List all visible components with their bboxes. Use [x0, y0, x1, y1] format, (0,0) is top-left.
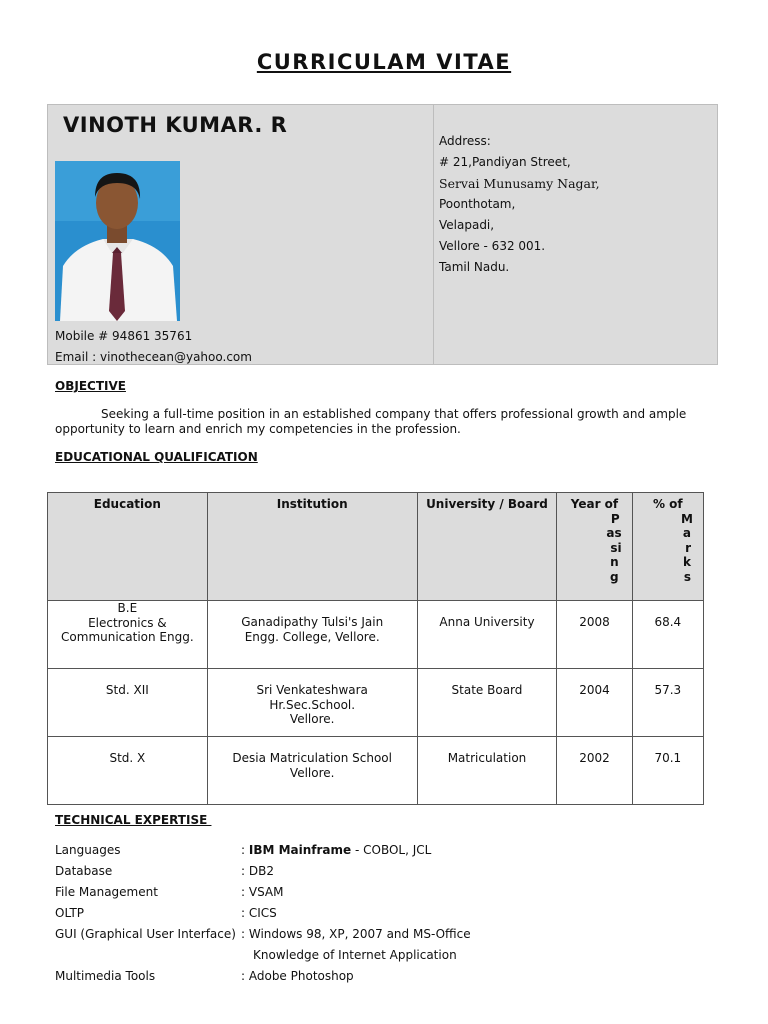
- table-header-row: [48, 493, 704, 601]
- table-row: [48, 601, 704, 669]
- profile-photo: [55, 161, 180, 321]
- col-board: University / Board: [417, 493, 557, 601]
- cell-year: 2008: [557, 601, 632, 669]
- address-line: Address:: [439, 134, 491, 148]
- col-marks: % of M a r k s: [632, 493, 703, 601]
- objective-heading: OBJECTIVE: [55, 379, 126, 393]
- cell-institution: Sri Venkateshwara Hr.Sec.School. Vellore.: [207, 669, 417, 737]
- education-table: [47, 492, 704, 805]
- cell-education: Std. X: [48, 737, 208, 805]
- cell-year: 2004: [557, 669, 632, 737]
- technical-heading: TECHNICAL EXPERTISE: [55, 813, 212, 827]
- address-line: Velapadi,: [439, 218, 495, 232]
- address-line: Poonthotam,: [439, 197, 516, 211]
- cell-board: State Board: [417, 669, 557, 737]
- candidate-name: VINOTH KUMAR. R: [63, 113, 288, 137]
- objective-body: Seeking a full-time position in an established company that offers professional growth and ample opportunity to learn and enrich my competencies in the profession.: [55, 407, 687, 436]
- mobile-number: Mobile # 94861 35761: [55, 329, 193, 343]
- address-line: Tamil Nadu.: [439, 260, 510, 274]
- email-address: Email : vinothecean@yahoo.com: [55, 350, 252, 364]
- header-box: [47, 104, 718, 365]
- cell-year: 2002: [557, 737, 632, 805]
- cell-board: Matriculation: [417, 737, 557, 805]
- header-divider: [433, 105, 434, 364]
- table-row: [48, 737, 704, 805]
- cell-education: Std. XII: [48, 669, 208, 737]
- address-block: [439, 131, 600, 278]
- cell-education: B.E Electronics & Communication Engg.: [48, 601, 208, 669]
- cell-marks: 70.1: [632, 737, 703, 805]
- table-row: [48, 669, 704, 737]
- objective-text: [55, 407, 715, 436]
- address-line: Vellore - 632 001.: [439, 239, 546, 253]
- cell-board: Anna University: [417, 601, 557, 669]
- col-education: Education: [48, 493, 208, 601]
- col-institution: Institution: [207, 493, 417, 601]
- cell-marks: 57.3: [632, 669, 703, 737]
- cell-marks: 68.4: [632, 601, 703, 669]
- document-title: CURRICULAM VITAE: [256, 50, 512, 74]
- cell-institution: Ganadipathy Tulsi's Jain Engg. College, Vellore.: [207, 601, 417, 669]
- cell-institution: Desia Matriculation School Vellore.: [207, 737, 417, 805]
- address-line: Servai Munusamy Nagar,: [439, 176, 600, 191]
- col-year: Year of P as si n g: [557, 493, 632, 601]
- education-heading: EDUCATIONAL QUALIFICATION: [55, 450, 258, 464]
- address-line: # 21,Pandiyan Street,: [439, 155, 571, 169]
